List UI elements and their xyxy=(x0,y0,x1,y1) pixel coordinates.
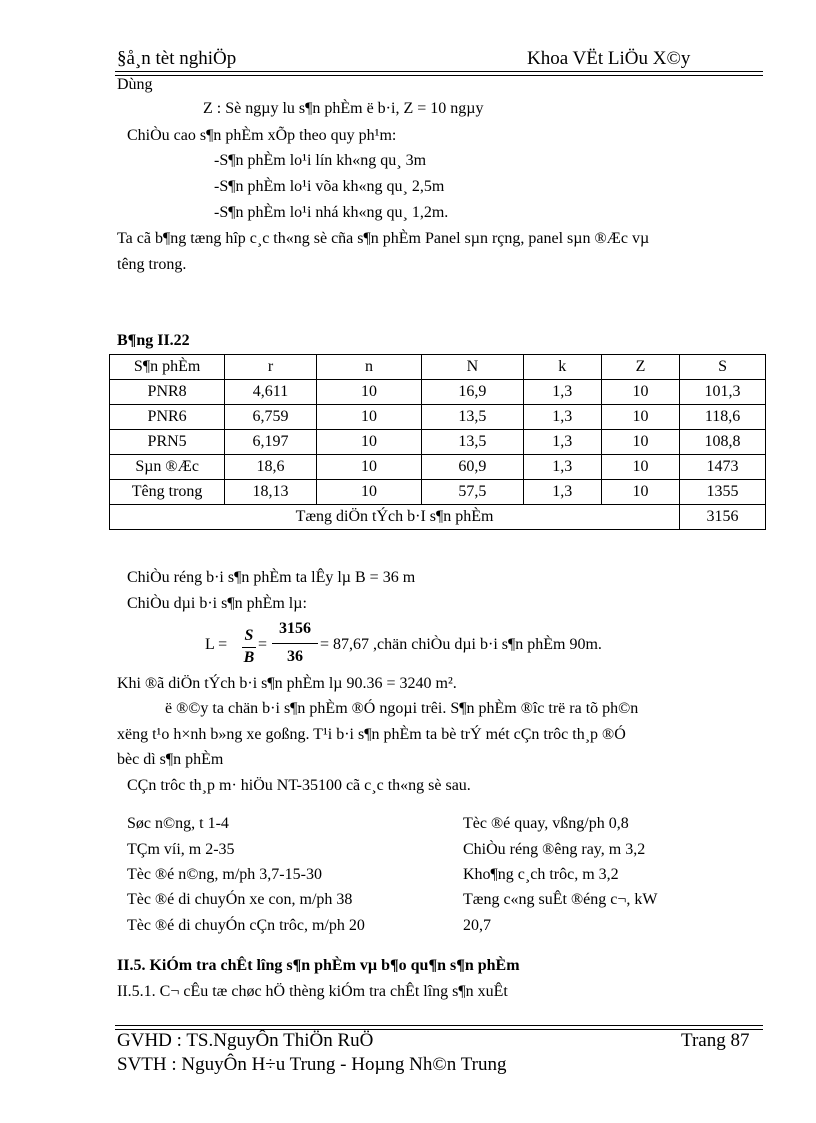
spec-left: Søc n©ng, t 1-4 xyxy=(127,815,229,832)
table-row xyxy=(110,380,766,405)
table-cell: 10 xyxy=(601,405,679,430)
table-header-cell: S¶n phÈm xyxy=(110,355,225,380)
table-cell: Têng trong xyxy=(110,480,225,505)
formula-result: = 87,67 ,chän chiÒu dµi b·i s¶n phÈm 90m. xyxy=(320,636,602,653)
calc-line: CÇn trôc th¸p m· hiÖu NT-35100 cã c¸c th«ng sè sau. xyxy=(127,777,471,794)
spec-right: Kho¶ng c¸ch trôc, m 3,2 xyxy=(463,866,619,883)
table-row xyxy=(110,430,766,455)
spec-right: 20,7 xyxy=(463,917,491,934)
table-cell: 101,3 xyxy=(680,380,766,405)
footer-rule xyxy=(115,1025,763,1026)
table-cell: 10 xyxy=(316,455,421,480)
table-cell: 57,5 xyxy=(422,480,523,505)
table-row xyxy=(110,455,766,480)
table-cell: 18,6 xyxy=(225,455,317,480)
footer-svth: SVTH : NguyÔn H÷u Trung - Hoµng Nh©n Trung xyxy=(117,1054,507,1075)
header-left: §å¸n tèt nghiÖp xyxy=(117,48,237,69)
table-cell: 10 xyxy=(316,405,421,430)
formula-fracline-2 xyxy=(272,643,318,644)
formula-B: B xyxy=(243,649,255,666)
table-cell: 10 xyxy=(316,430,421,455)
body-line: Dùng xyxy=(117,76,153,93)
body-line: têng trong. xyxy=(117,256,187,273)
table-cell: 1,3 xyxy=(523,455,601,480)
table-cell: 1,3 xyxy=(523,480,601,505)
formula-den: 36 xyxy=(287,648,303,665)
table-row xyxy=(110,405,766,430)
table-cell: 13,5 xyxy=(422,405,523,430)
spec-right: Tèc ®é quay, vßng/ph 0,8 xyxy=(463,815,629,832)
calc-line: ChiÒu réng b·i s¶n phÈm ta lÊy lµ B = 36 m xyxy=(127,569,416,586)
formula-eq: = xyxy=(258,636,268,653)
spec-left: Tèc ®é n©ng, m/ph 3,7-15-30 xyxy=(127,866,322,883)
body-line: -S¶n phÈm lo¹i lín kh«ng qu¸ 3m xyxy=(214,152,427,169)
table-cell: 18,13 xyxy=(225,480,317,505)
header-right: Khoa VËt LiÖu X©y xyxy=(527,48,691,69)
table-header-cell: Z xyxy=(601,355,679,380)
header-rule xyxy=(115,71,763,72)
spec-left: Tèc ®é di chuyÓn cÇn trôc, m/ph 20 xyxy=(127,917,365,934)
formula-fracline-1 xyxy=(242,647,256,648)
table-cell: 108,8 xyxy=(680,430,766,455)
table-header-cell: k xyxy=(523,355,601,380)
body-line: Ta cã b¶ng tæng hîp c¸c th«ng sè cña s¶n phÈm Panel sµn rçng, panel sµn ®Æc vµ xyxy=(117,230,650,247)
table-cell: 1,3 xyxy=(523,430,601,455)
body-line: -S¶n phÈm lo¹i võa kh«ng qu¸ 2,5m xyxy=(214,178,445,195)
table-cell: 118,6 xyxy=(680,405,766,430)
table-total-label: Tæng diÖn tÝch b·I s¶n phÈm xyxy=(110,505,680,530)
table-header-cell: S xyxy=(680,355,766,380)
table-cell: PNR6 xyxy=(110,405,225,430)
formula-L: L = xyxy=(205,636,228,653)
table-cell: PNR8 xyxy=(110,380,225,405)
page-number: Trang 87 xyxy=(681,1030,750,1051)
table-cell: 10 xyxy=(601,455,679,480)
calc-line: bèc dì s¶n phÈm xyxy=(117,751,224,768)
table-cell: 10 xyxy=(601,430,679,455)
subsection-heading: II.5.1. C¬ cÊu tæ chøc hÖ thèng kiÓm tra chÊt lîng s¶n xuÊt xyxy=(117,983,508,1000)
table-total-value: 3156 xyxy=(680,505,766,530)
body-line: ChiÒu cao s¶n phÈm xÕp theo quy ph¹m: xyxy=(127,127,397,144)
formula-S: S xyxy=(244,627,254,644)
table-cell: 1473 xyxy=(680,455,766,480)
table-row xyxy=(110,480,766,505)
table-cell: 10 xyxy=(601,480,679,505)
table-cell: Sµn ®Æc xyxy=(110,455,225,480)
table-header-cell: r xyxy=(225,355,317,380)
table-total-row xyxy=(110,505,766,530)
formula-num: 3156 xyxy=(279,620,311,637)
table-cell: 10 xyxy=(316,380,421,405)
calc-line: ë ®©y ta chän b·i s¶n phÈm ®Ó ngoµi trêi. S¶n phÈm ®îc trë ra tõ ph©n xyxy=(165,700,639,717)
table-cell: 4,611 xyxy=(225,380,317,405)
table-cell: 16,9 xyxy=(422,380,523,405)
table-cell: 60,9 xyxy=(422,455,523,480)
table-cell: 1355 xyxy=(680,480,766,505)
table-header-row xyxy=(110,355,766,380)
spec-left: Tèc ®é di chuyÓn xe con, m/ph 38 xyxy=(127,891,353,908)
header-rule-2 xyxy=(115,75,763,76)
calc-line: xëng t¹o h×nh b»ng xe goßng. T¹i b·i s¶n phÈm ta bè trÝ mét cÇn trôc th¸p ®Ó xyxy=(117,726,626,743)
table-cell: 13,5 xyxy=(422,430,523,455)
body-line: Z : Sè ngµy lu s¶n phÈm ë b·i, Z = 10 ngµy xyxy=(203,100,484,117)
body-line: -S¶n phÈm lo¹i nhá kh«ng qu¸ 1,2m. xyxy=(214,204,449,221)
footer-gvhd: GVHD : TS.NguyÔn ThiÖn RuÖ xyxy=(117,1030,374,1051)
table-cell: 10 xyxy=(316,480,421,505)
table-cell: 6,197 xyxy=(225,430,317,455)
table-header-cell: n xyxy=(316,355,421,380)
spec-right: Tæng c«ng suÊt ®éng c¬, kW xyxy=(463,891,658,908)
calc-line: ChiÒu dµi b·i s¶n phÈm lµ: xyxy=(127,595,307,612)
table-cell: 1,3 xyxy=(523,380,601,405)
table-cell: 1,3 xyxy=(523,405,601,430)
data-table xyxy=(109,354,766,530)
table-title: B¶ng II.22 xyxy=(117,332,190,349)
table-header-cell: N xyxy=(422,355,523,380)
table-cell: PRN5 xyxy=(110,430,225,455)
calc-line: Khi ®ã diÖn tÝch b·i s¶n phÈm lµ 90.36 = 3240 m². xyxy=(117,675,457,692)
table-cell: 6,759 xyxy=(225,405,317,430)
spec-right: ChiÒu réng ®êng ray, m 3,2 xyxy=(463,841,646,858)
table-cell: 10 xyxy=(601,380,679,405)
section-heading: II.5. KiÓm tra chÊt lîng s¶n phÈm vµ b¶o qu¶n s¶n phÈm xyxy=(117,957,520,974)
spec-left: TÇm víi, m 2-35 xyxy=(127,841,235,858)
